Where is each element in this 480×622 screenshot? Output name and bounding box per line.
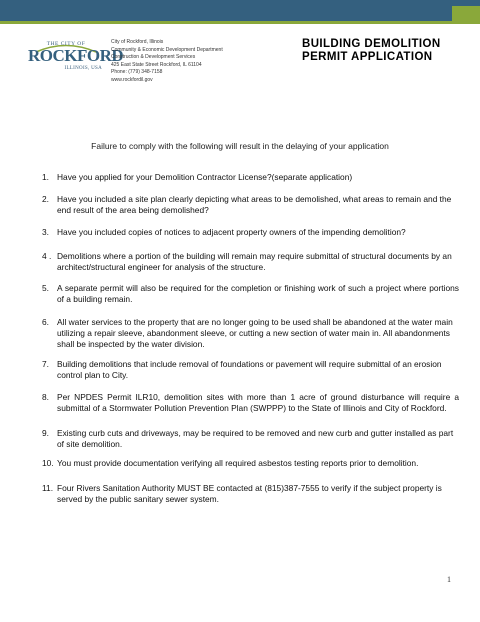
header-bar [0,0,480,24]
header-accent-stripe [0,21,480,24]
form-title-line2: PERMIT APPLICATION [302,51,433,63]
item-text: A separate permit will also be required for the completion or finishing work of such a project where portions of a building remain. [57,283,459,304]
item-number: 10. [42,458,54,468]
item-text: Demolitions where a portion of the building will remain may require submittal of structural documents by an architect/structural engineer for analysis of the structure. [57,251,452,272]
item-text: All water services to the property that are no longer going to be used shall be abandoned at the water main utilizing a repair sleeve, abandonment sleeve, or cutting a new section of water main in. All abandonments shall be inspected by the water division. [57,317,453,349]
item-text: Building demolitions that include removal of foundations or pavement will require submittal of an erosion control plan to City. [57,359,442,380]
item-text: Have you included copies of notices to adjacent property owners of the impending demolition? [57,227,406,237]
item-text: Four Rivers Sanitation Authority MUST BE contacted at (815)387-7555 to verify if the subject property is served by the public sanitary sewer system. [57,483,442,504]
form-title-line1: BUILDING DEMOLITION [302,38,441,50]
dept-line: 425 East State Street Rockford, IL 61104 [111,61,202,68]
item-text: Have you applied for your Demolition Contractor License?(separate application) [57,172,353,182]
item-text: Have you included a site plan clearly depicting what areas to be demolished, what areas to remain and the end result of the area being demolished? [57,194,452,215]
item-number: 4 . [42,251,52,261]
city-logo [28,41,124,75]
item-number: 6. [42,317,49,327]
logo-wordmark: ROCKFORD [28,46,124,65]
dept-line: Construction & Development Services [111,54,196,61]
dept-line: Community & Economic Development Department [111,46,223,53]
page-number: 1 [447,575,451,584]
item-number: 2. [42,194,49,204]
logo-the-city: THE CITY OF [46,41,86,47]
item-text: Per NPDES Permit ILR10, demolition sites with more than 1 acre of ground disturbance will require a submittal of a Stormwater Pollution Prevention Plan (SWPPP) to the State of Illinois and City of Rockford. [57,392,459,413]
item-number: 7. [42,359,49,369]
item-number: 11. [42,483,54,493]
item-number: 9. [42,428,49,438]
dept-website: www.rockfordil.gov [111,76,153,83]
warning-notice: Failure to comply with the following will result in the delaying of your application [91,141,389,151]
department-info [111,39,223,85]
item-number: 5. [42,283,49,293]
item-number: 8. [42,392,49,402]
item-number: 1. [42,172,49,182]
header-accent-block [452,6,480,24]
logo-state: ILLINOIS, USA [64,66,102,71]
dept-line: Phone: (779) 348-7158 [111,69,163,76]
item-text: You must provide documentation verifying all required asbestos testing reports prior to demolition. [57,458,419,468]
dept-line: City of Rockford, Illinois [111,39,164,45]
form-title [302,38,441,64]
item-number: 3. [42,227,49,237]
item-text: Existing curb cuts and driveways, may be required to be removed and new curb and gutter installed as part of site demolition. [57,428,454,449]
